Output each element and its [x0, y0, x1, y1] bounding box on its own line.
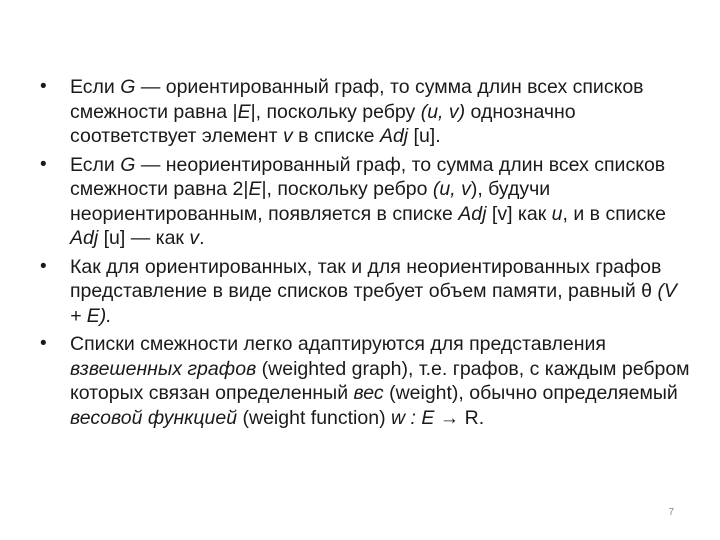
italic-text-segment: w : E →	[390, 406, 465, 429]
bullet-item	[40, 332, 690, 430]
italic-text-segment: G	[120, 153, 136, 176]
text-segment: Если	[70, 76, 121, 98]
text-segment: [v] как	[486, 202, 552, 225]
italic-text-segment: Adj	[70, 227, 99, 249]
bullet-text	[70, 154, 666, 250]
page-number: 7	[668, 507, 674, 518]
italic-text-segment: взвешенных графов	[70, 357, 257, 380]
bullet-item	[40, 255, 690, 329]
italic-text-segment: v	[189, 227, 200, 249]
italic-text-segment: E	[248, 178, 262, 200]
italic-text-segment: Adj	[458, 202, 487, 225]
text-segment: — ориентированный граф, то сумма длин всех списков смежности равна |	[70, 76, 644, 123]
bullet-dot: •	[40, 333, 47, 354]
text-segment: в списке	[292, 125, 380, 147]
text-segment: (weighted graph), т.е. графов, с каждым ребром которых связан определенный	[70, 357, 690, 404]
italic-text-segment: (u, v	[432, 178, 471, 200]
text-segment: .	[199, 227, 205, 249]
text-segment: [u] — как	[98, 227, 190, 249]
text-segment: R.	[464, 406, 485, 429]
text-segment: , и в списке	[562, 202, 667, 225]
text-segment: ), будучи неориентированным, появляется в списке	[70, 178, 551, 225]
text-segment: |, поскольку ребру	[250, 100, 421, 123]
bullet-dot: •	[40, 76, 47, 97]
text-segment: (weight), обычно определяемый	[383, 382, 678, 404]
bullet-text	[70, 256, 677, 327]
italic-text-segment: v	[283, 125, 293, 147]
italic-text-segment: (V + E).	[70, 280, 677, 327]
text-segment: Списки смежности легко адаптируются для представления	[70, 333, 606, 355]
text-segment: однозначно соответствует элемент	[70, 100, 576, 147]
bullet-list	[40, 75, 690, 434]
text-segment: |, поскольку ребро	[261, 178, 433, 200]
italic-text-segment: E	[237, 100, 251, 123]
italic-text-segment: весовой функцией	[70, 406, 238, 429]
text-segment: [u].	[408, 125, 441, 147]
bullet-dot: •	[40, 153, 47, 175]
italic-text-segment: u	[551, 202, 563, 225]
bullet-dot: •	[40, 255, 47, 277]
italic-text-segment: вес	[353, 382, 384, 404]
italic-text-segment: G	[120, 76, 136, 98]
bullet-item	[40, 153, 690, 251]
italic-text-segment: Adj	[379, 125, 409, 147]
bullet-item	[40, 75, 690, 149]
text-segment: Как для ориентированных, так и для неориентированных графов представление в виде списков требует объем памяти, равный θ	[70, 255, 662, 302]
text-segment: (weight function)	[237, 406, 391, 429]
bullet-text	[70, 333, 690, 429]
text-segment: Если	[70, 153, 121, 176]
italic-text-segment: (u, v)	[420, 100, 466, 123]
bullet-text	[70, 76, 644, 147]
text-segment: — неориентированный граф, то сумма длин всех списков смежности равна 2|	[70, 153, 666, 200]
